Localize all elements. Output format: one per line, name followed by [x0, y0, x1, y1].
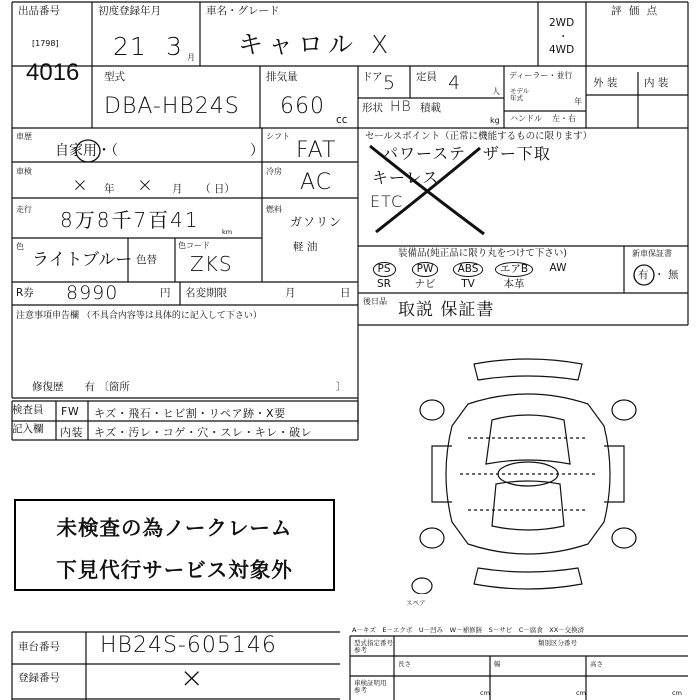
drive-4wd: 4WD: [549, 44, 575, 56]
capacity-unit: kg: [490, 116, 500, 125]
inspection-month-unit: 月: [172, 183, 183, 195]
inspector-fw-items: キズ・飛石・ヒビ割・リペア跡・X要: [94, 407, 286, 420]
equipment-item-name: PW: [412, 262, 439, 277]
dealer-label: ディーラー・並行: [509, 71, 573, 80]
equipment-item-name: 本革: [503, 278, 525, 290]
name-change-month: 月: [285, 287, 296, 299]
notes-label: 注意事項申告欄 （不具合内容等は具体的に記入して下さい）: [16, 311, 262, 321]
drive-2wd: 2WD: [549, 17, 575, 29]
inspector-label-1: 検査員: [12, 404, 44, 416]
inspection-year-unit: 年: [104, 183, 115, 195]
notice-line-1: 未検査の為ノークレーム: [56, 516, 293, 540]
side-cert-label: 型式指定番号 参考: [354, 639, 393, 655]
name-grade-label: 車名・グレード: [206, 5, 280, 17]
doors-value: 5: [383, 72, 397, 94]
warranty-none: 無: [668, 269, 679, 281]
inspection-month-mark: ×: [137, 174, 154, 196]
width-label: 幅: [494, 660, 501, 668]
equipment-item: [446, 262, 490, 277]
inspection-label: 車検: [16, 167, 32, 176]
equipment-item: [492, 262, 536, 277]
name-change-day: 日: [340, 287, 351, 299]
sales-point-line-1: パワーステ・ザー下取: [382, 144, 551, 163]
mileage-label: 走行: [16, 205, 32, 214]
r-ticket-value: 8990: [66, 282, 119, 304]
equipment-item: [403, 262, 447, 277]
lot-subnumber: [1798]: [32, 39, 59, 48]
seats-unit: 人: [492, 87, 500, 96]
color-value: ライトブルー: [32, 250, 133, 270]
height-label: 高さ: [590, 660, 603, 668]
color-code-label: 色コード: [178, 241, 210, 250]
repair-history-close: 〕: [336, 381, 347, 393]
rating-interior: 内 装: [644, 77, 669, 89]
rating-exterior: 外 装: [593, 77, 618, 89]
equipment-item-name: エアB: [495, 262, 533, 277]
model-year-unit: 年: [574, 97, 582, 106]
color-change-label: 色替: [136, 254, 157, 266]
chassis-value: HB24S-605146: [100, 633, 277, 658]
vehicle-cert-label: 車検証明用 参考: [354, 679, 387, 695]
name-change-label: 名変期限: [185, 287, 227, 299]
model-label: 型式: [104, 71, 125, 83]
drive-dot: ・: [558, 31, 569, 43]
equipment-item-name: SR: [377, 278, 391, 290]
warranty-have: 有: [638, 269, 649, 281]
shape-value: HB: [390, 99, 412, 115]
equipment-item: [403, 278, 447, 291]
name-grade-value: キャロル X: [238, 30, 394, 59]
equipment-item: [446, 278, 490, 291]
inspector-interior-label: 内装: [60, 426, 83, 439]
history-circle-mark: [74, 138, 102, 164]
equipment-item: [536, 262, 580, 275]
sales-point-line-2: キーレス: [372, 168, 440, 187]
capacity-label: 積載: [420, 102, 441, 114]
equipment-item: [362, 278, 406, 291]
registration-label: 登録番号: [18, 672, 60, 684]
equipment-item-name: AW: [549, 262, 567, 274]
repair-history-label: 修復歴 有 〔箇所: [32, 381, 130, 393]
shape-label: 形状: [362, 102, 383, 114]
equipment-item-name: ABS: [453, 262, 484, 277]
width-unit: cm: [576, 689, 586, 697]
first-reg-month: 3: [166, 32, 183, 61]
equipment-item-name: TV: [461, 278, 475, 290]
inspector-interior-items: キズ・汚レ・コゲ・穴・スレ・キレ・破レ: [94, 426, 313, 439]
history-value: 自家用・（: [55, 143, 118, 159]
mileage-value: 8万8千7百41: [60, 208, 200, 232]
aircon-value: AC: [300, 170, 333, 195]
car-damage-diagram: [408, 354, 648, 594]
first-reg-label: 初度登録年月: [98, 5, 161, 17]
inspection-year-mark: ×: [72, 174, 89, 196]
equipment-item: [362, 262, 406, 277]
lot-label: 出品番号: [18, 5, 60, 17]
equipment-item-name: PS: [373, 262, 396, 277]
later-label: 後日品: [363, 297, 387, 306]
spare-label: スペア: [406, 599, 426, 607]
r-ticket-unit: 円: [160, 287, 171, 299]
warranty-circle-mark: [632, 263, 656, 287]
doors-label: ドア: [362, 71, 383, 83]
handle-options: 左・右: [552, 114, 576, 123]
sales-point-cross-out: [362, 138, 492, 238]
warranty-label: 新車保証書: [632, 249, 672, 258]
mileage-unit: km: [222, 228, 233, 236]
class-label: 類別区分番号: [538, 639, 577, 647]
color-code-value: ZKS: [190, 252, 233, 276]
history-close: ）: [250, 143, 264, 159]
height-unit: cm: [672, 689, 682, 697]
model-year-label: モデル 年式: [510, 87, 530, 103]
length-unit: cm: [480, 689, 490, 697]
registration-value: ×: [180, 661, 205, 694]
seats-value: 4: [448, 72, 462, 94]
aircon-label: 冷房: [266, 167, 282, 176]
length-label: 長さ: [398, 660, 411, 668]
displacement-label: 排気量: [266, 71, 298, 83]
chassis-label: 車台番号: [18, 641, 60, 653]
fuel-diesel: 軽 油: [293, 241, 318, 253]
displacement-unit: cc: [336, 114, 348, 126]
sales-point-label: セールスポイント（正常に機能するものに限ります）: [365, 131, 593, 142]
damage-code-legend: A－キズ E－エクボ U－凹み W－補修跡 S－サビ C－腐食 XX－交換済: [352, 626, 585, 634]
equipment-item: [492, 278, 536, 291]
sales-point-line-3: ETC: [370, 192, 404, 211]
rating-label: 評 価 点: [611, 5, 660, 17]
notice-line-2: 下見代行サービス対象外: [56, 558, 293, 582]
later-value: 取説 保証書: [398, 300, 495, 320]
fuel-gasoline: ガソリン: [290, 215, 343, 229]
displacement-value: 660: [280, 94, 325, 119]
model-value: DBA-HB24S: [104, 94, 240, 119]
inspector-fw-label: FW: [61, 405, 80, 418]
history-label: 車歴: [16, 132, 32, 141]
notice-box: [14, 499, 335, 591]
shift-label: シフト: [266, 132, 290, 141]
handle-label: ハンドル: [510, 114, 542, 123]
first-reg-year: 21: [113, 32, 147, 61]
shift-value: FAT: [296, 138, 337, 163]
seats-label: 定員: [416, 71, 437, 83]
lot-number: 4016: [26, 59, 80, 86]
equipment-label: 装備品(純正品に限り丸をつけて下さい): [398, 248, 567, 259]
inspection-day: （ 日）: [200, 183, 235, 195]
warranty-dot: ・: [654, 269, 665, 281]
r-ticket-label: R券: [16, 287, 34, 299]
first-reg-month-unit: 月: [187, 53, 195, 62]
fuel-label: 燃料: [266, 205, 282, 214]
color-label: 色: [16, 242, 24, 251]
equipment-item-name: ナビ: [414, 278, 436, 290]
inspector-label-2: 記入欄: [12, 423, 44, 435]
